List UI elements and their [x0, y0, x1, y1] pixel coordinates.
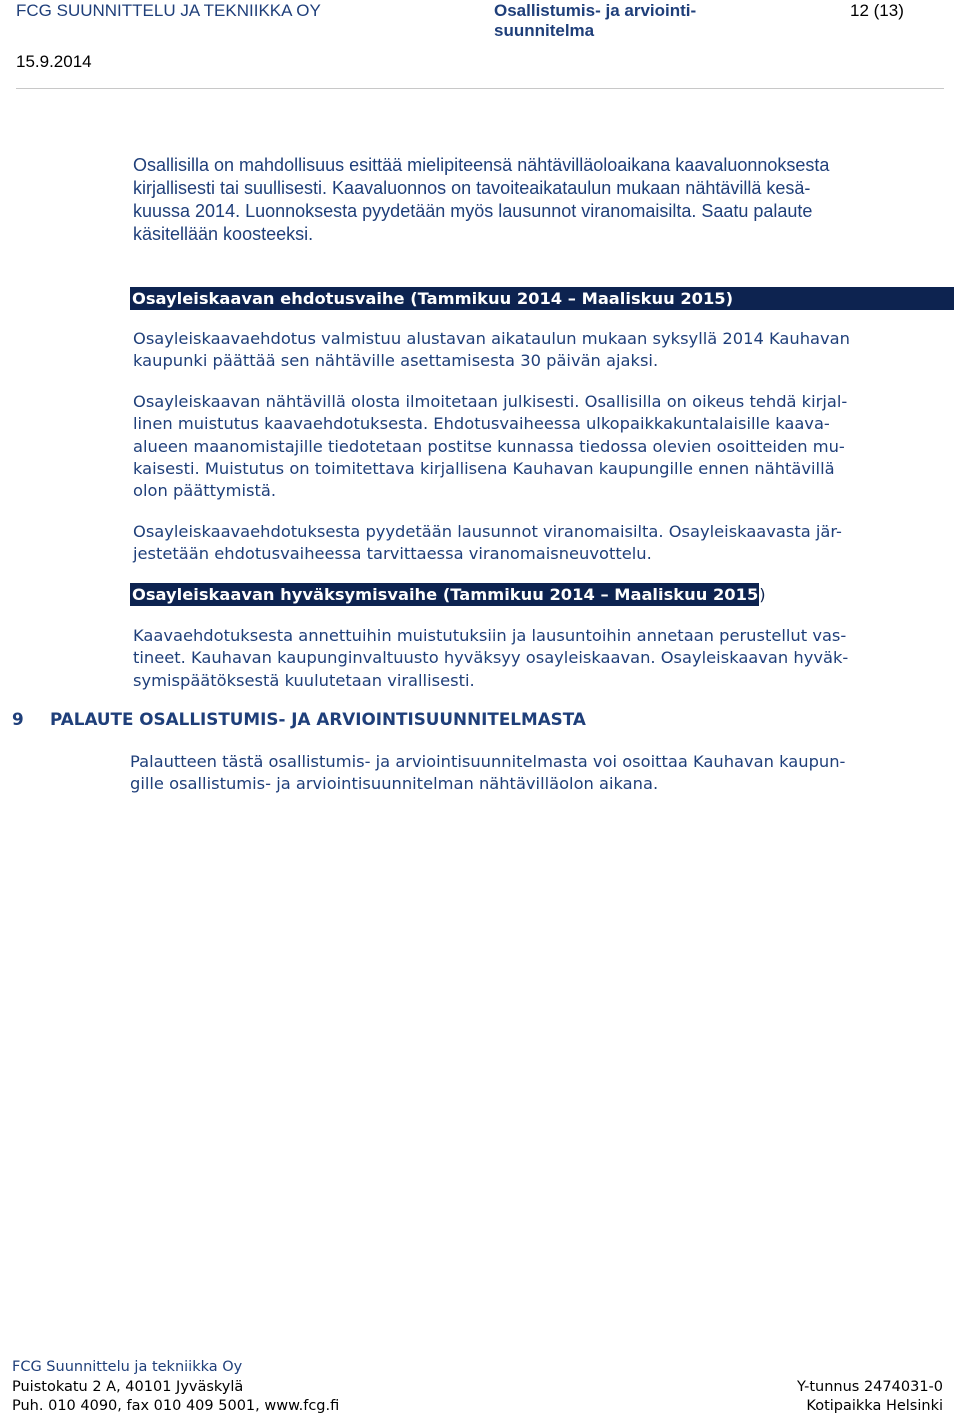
section-9-title: PALAUTE OSALLISTUMIS- JA ARVIOINTISUUNNITELMASTA — [50, 709, 586, 729]
header-doc-title-line2: suunnitelma — [494, 21, 595, 40]
section-heading-approval-phase — [130, 583, 952, 606]
header-doc-title-line1: Osallistumis- ja arviointi- — [494, 1, 697, 20]
proposal-paragraph-3 — [133, 521, 951, 566]
paragraph-line: alueen maanomistajille tiedotetaan postitse kunnassa tiedossa olevien osoitteiden mu- — [133, 436, 845, 456]
paragraph-line: kaupunki päättää sen nähtäville asettamisesta 30 päivän ajaksi. — [133, 351, 659, 371]
paragraph-line: olon päättymistä. — [133, 481, 277, 501]
approval-heading-tail: ) — [759, 585, 766, 604]
header-company: FCG SUUNNITTELU JA TEKNIIKKA OY — [16, 1, 321, 20]
approval-heading-text: Osayleiskaavan hyväksymisvaihe (Tammikuu 2014 – Maaliskuu 2015 — [132, 585, 759, 604]
paragraph-line: Osayleiskaavaehdotus valmistuu alustavan aikataulun mukaan syksyllä 2014 Kauhavan — [133, 329, 850, 348]
header-divider — [16, 88, 944, 89]
paragraph-line: symispäätöksestä kuulutetaan virallisesti. — [133, 670, 475, 690]
intro-line: kuussa 2014. Luonnoksesta pyydetään myös lausunnot viranomaisilta. Saatu palaute — [133, 201, 813, 221]
section-9-number: 9 — [12, 709, 24, 729]
section-9-paragraph — [130, 751, 950, 796]
proposal-paragraph-2 — [133, 391, 951, 502]
proposal-paragraph-1 — [133, 328, 951, 373]
footer-contact: Puh. 010 4090, fax 010 409 5001, www.fcg.fi — [12, 1398, 340, 1414]
intro-line: Osallisilla on mahdollisuus esittää mielipiteensä nähtävilläoloaikana kaavaluonnoksesta — [133, 155, 830, 175]
paragraph-line: jestetään ehdotusvaiheessa tarvittaessa viranomaisneuvottelu. — [133, 544, 652, 564]
paragraph-line: tineet. Kauhavan kaupunginvaltuusto hyväksyy osayleiskaavan. Osayleiskaavan hyväk- — [133, 648, 849, 668]
footer-business-id: Y-tunnus 2474031-0 — [796, 1379, 943, 1395]
footer-company: FCG Suunnittelu ja tekniikka Oy — [12, 1359, 243, 1375]
footer-address: Puistokatu 2 A, 40101 Jyväskylä — [12, 1379, 244, 1395]
paragraph-line: Palautteen tästä osallistumis- ja arviointisuunnitelmasta voi osoittaa Kauhavan kaupun- — [130, 752, 846, 771]
paragraph-line: gille osallistumis- ja arviointisuunnitelman nähtävilläolon aikana. — [130, 774, 659, 794]
approval-paragraph-1 — [133, 625, 951, 692]
footer-domicile: Kotipaikka Helsinki — [806, 1398, 943, 1414]
section-heading-proposal-phase: Osayleiskaavan ehdotusvaihe (Tammikuu 2014 – Maaliskuu 2015) — [130, 287, 954, 310]
paragraph-line: Osayleiskaavan nähtävillä olosta ilmoitetaan julkisesti. Osallisilla on oikeus tehdä kirjal- — [133, 392, 848, 411]
paragraph-line: kaisesti. Muistutus on toimitettava kirjallisena Kauhavan kaupungille ennen nähtävillä — [133, 458, 835, 478]
paragraph-line: Kaavaehdotuksesta annettuihin muistutuksiin ja lausuntoihin annetaan perustellut vas- — [133, 626, 847, 645]
intro-line: käsitellään koosteeksi. — [133, 224, 314, 244]
intro-line: kirjallisesti tai suullisesti. Kaavaluonnos on tavoiteaikataulun mukaan nähtävillä kesä- — [133, 178, 811, 198]
paragraph-line: Osayleiskaavaehdotuksesta pyydetään lausunnot viranomaisilta. Osayleiskaavasta jär- — [133, 522, 842, 541]
header-page-number: 12 (13) — [850, 1, 904, 20]
intro-paragraph — [133, 154, 951, 246]
paragraph-line: linen muistutus kaavaehdotuksesta. Ehdotusvaiheessa ulkopaikkakuntalaisille kaava- — [133, 414, 830, 434]
header-date: 15.9.2014 — [16, 52, 92, 71]
